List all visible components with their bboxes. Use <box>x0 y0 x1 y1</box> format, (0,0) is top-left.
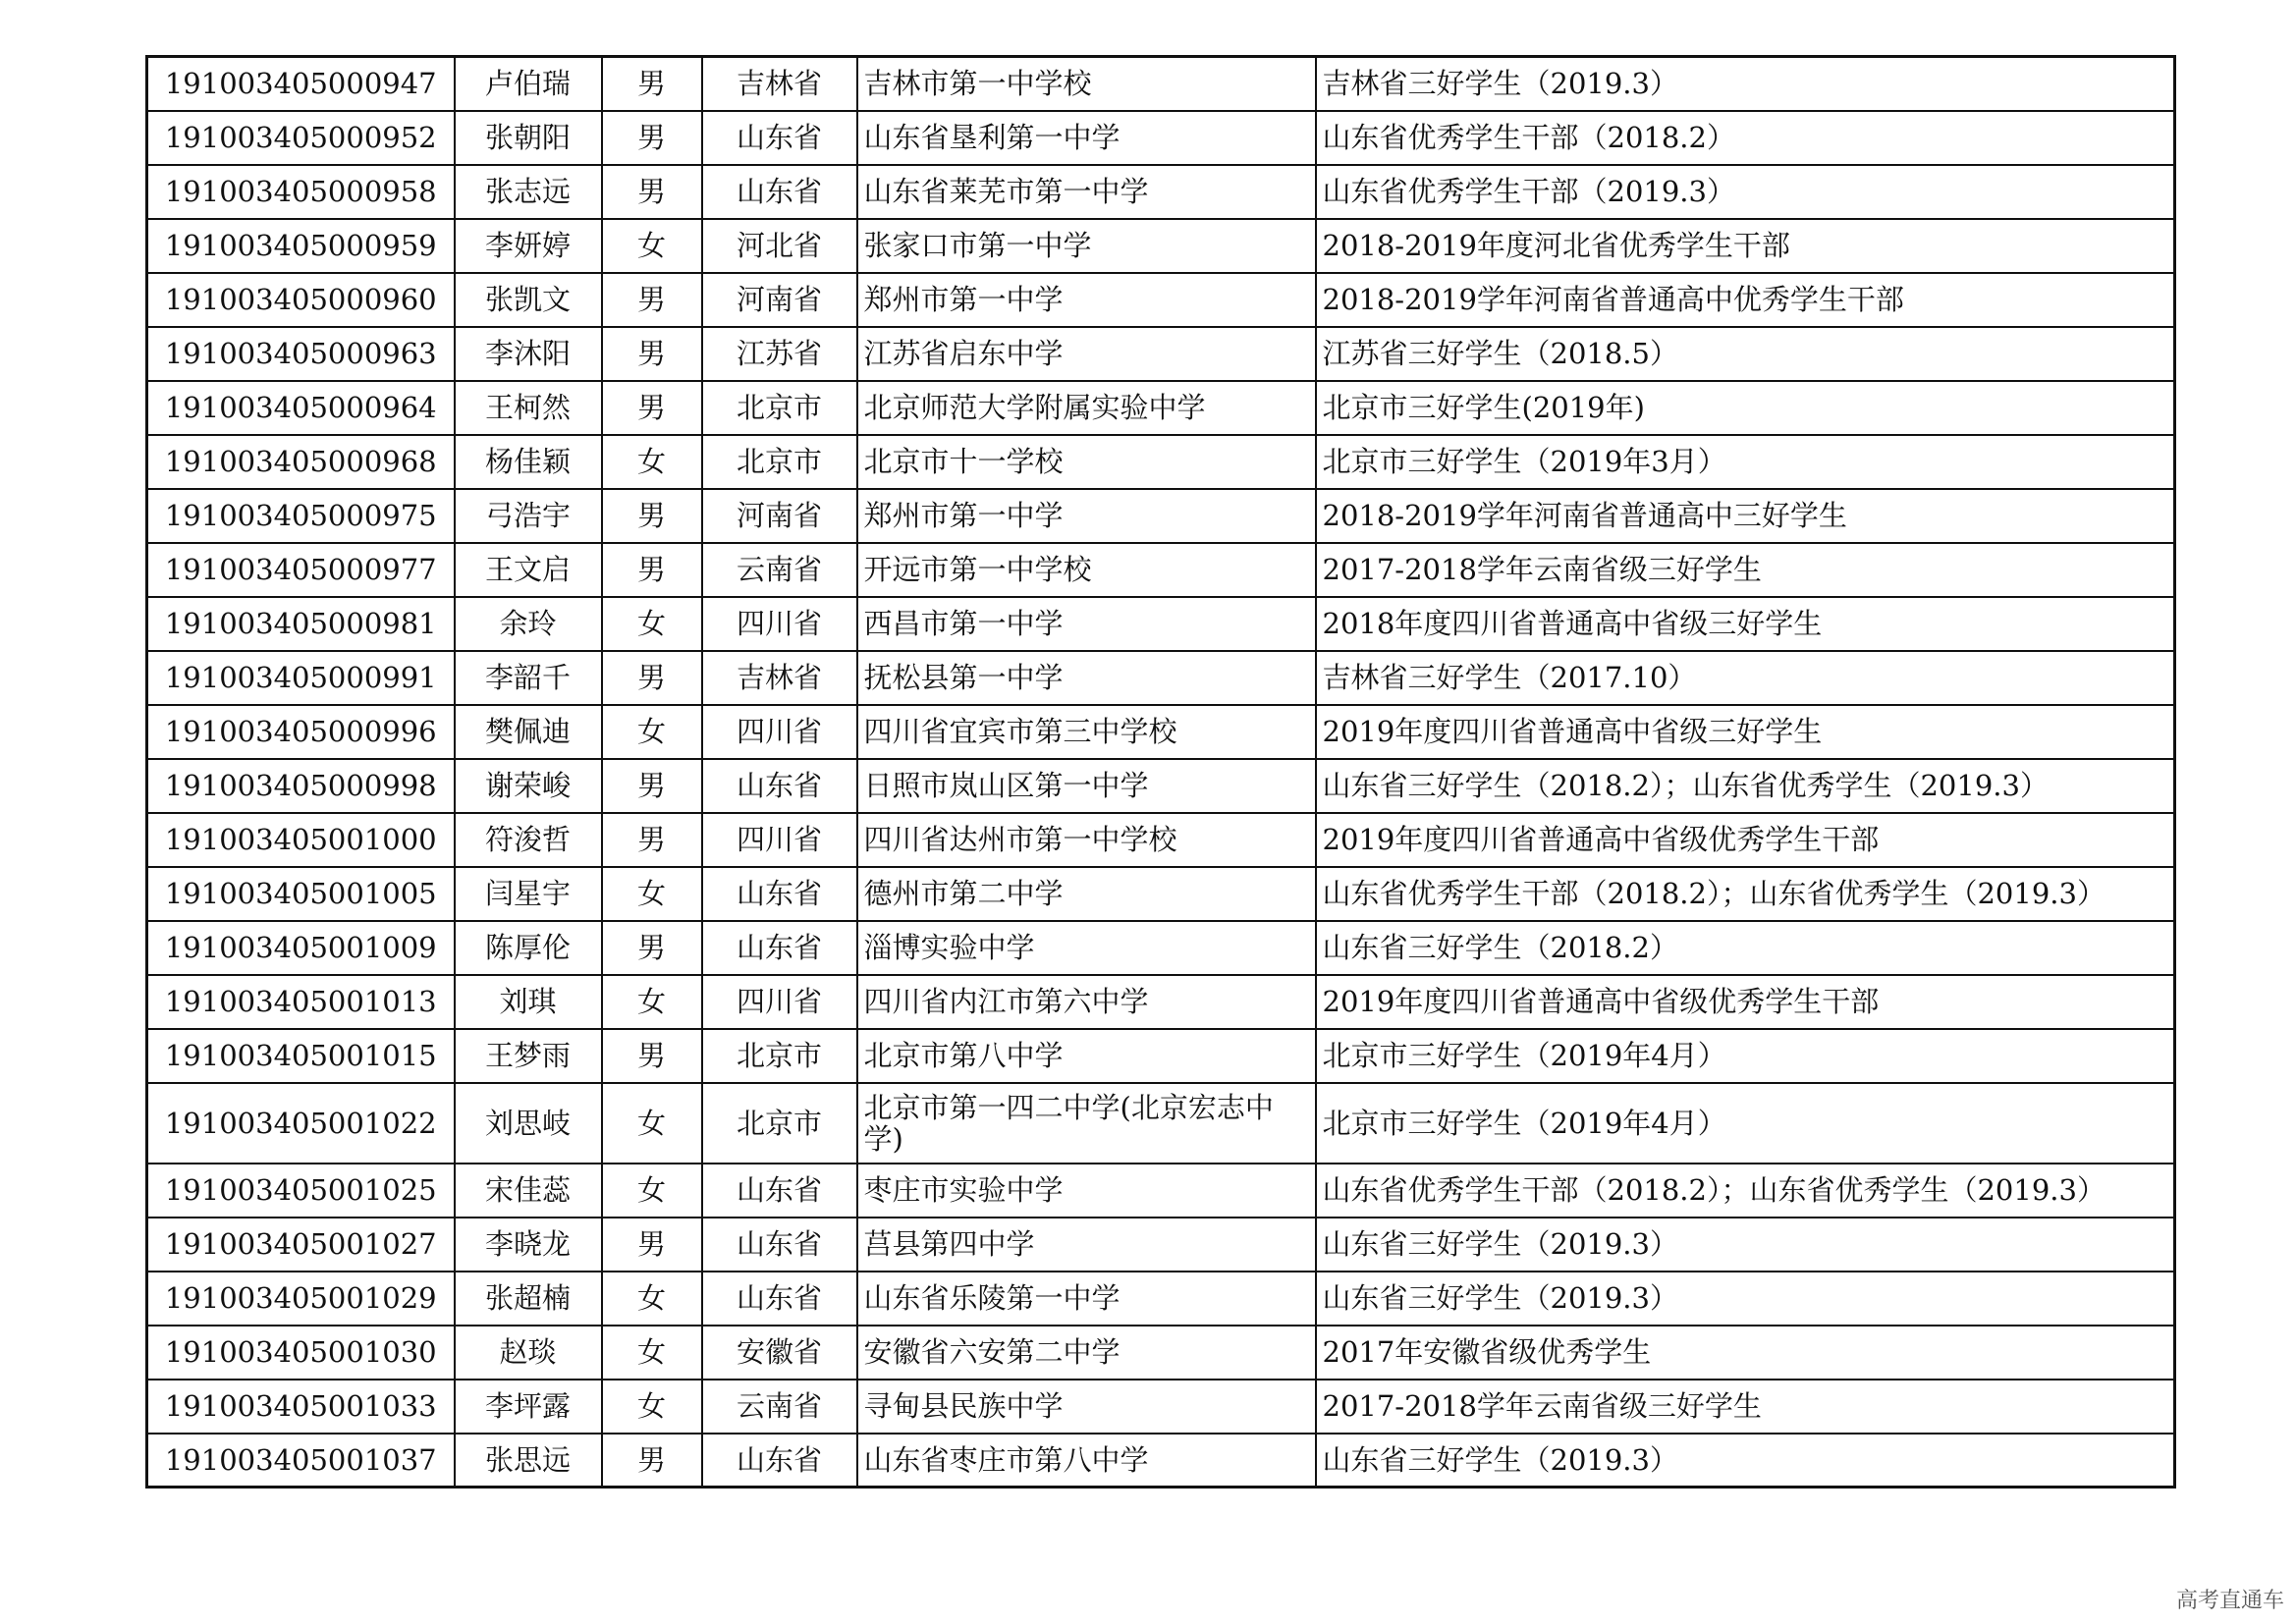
cell-gender: 男 <box>602 1029 702 1083</box>
cell-award: 山东省三好学生（2019.3） <box>1316 1218 2175 1272</box>
cell-award: 2018-2019学年河南省普通高中三好学生 <box>1316 489 2175 543</box>
table-row <box>147 381 2175 435</box>
cell-school: 抚松县第一中学 <box>857 651 1316 705</box>
cell-award: 江苏省三好学生（2018.5） <box>1316 327 2175 381</box>
cell-province: 山东省 <box>702 165 857 219</box>
cell-province: 四川省 <box>702 975 857 1029</box>
cell-province: 山东省 <box>702 111 857 165</box>
cell-school: 四川省达州市第一中学校 <box>857 813 1316 867</box>
watermark-text: 高考直通车 <box>2175 1589 2284 1613</box>
cell-gender: 男 <box>602 381 702 435</box>
table-row <box>147 165 2175 219</box>
cell-student-name: 闫星宇 <box>455 867 602 921</box>
cell-award: 2019年度四川省普通高中省级优秀学生干部 <box>1316 975 2175 1029</box>
cell-school: 郑州市第一中学 <box>857 273 1316 327</box>
cell-exam-id: 191003405001025 <box>147 1164 455 1218</box>
cell-province: 安徽省 <box>702 1326 857 1380</box>
cell-student-name: 宋佳蕊 <box>455 1164 602 1218</box>
cell-school: 北京市第八中学 <box>857 1029 1316 1083</box>
table-row <box>147 759 2175 813</box>
cell-exam-id: 191003405001009 <box>147 921 455 975</box>
cell-exam-id: 191003405000968 <box>147 435 455 489</box>
cell-school: 山东省乐陵第一中学 <box>857 1272 1316 1326</box>
cell-school: 德州市第二中学 <box>857 867 1316 921</box>
cell-school: 四川省宜宾市第三中学校 <box>857 705 1316 759</box>
cell-award: 吉林省三好学生（2017.10） <box>1316 651 2175 705</box>
cell-school: 安徽省六安第二中学 <box>857 1326 1316 1380</box>
cell-student-name: 符浚哲 <box>455 813 602 867</box>
cell-award: 2017-2018学年云南省级三好学生 <box>1316 543 2175 597</box>
cell-exam-id: 191003405001022 <box>147 1083 455 1164</box>
table-row <box>147 1326 2175 1380</box>
cell-gender: 女 <box>602 705 702 759</box>
cell-exam-id: 191003405001013 <box>147 975 455 1029</box>
cell-school: 北京市第一四二中学(北京宏志中学) <box>857 1083 1316 1164</box>
table-row <box>147 1164 2175 1218</box>
table-row <box>147 273 2175 327</box>
cell-award: 山东省优秀学生干部（2018.2） <box>1316 111 2175 165</box>
cell-province: 河南省 <box>702 489 857 543</box>
cell-award: 北京市三好学生（2019年3月） <box>1316 435 2175 489</box>
cell-gender: 男 <box>602 327 702 381</box>
cell-school: 开远市第一中学校 <box>857 543 1316 597</box>
cell-gender: 男 <box>602 651 702 705</box>
cell-province: 北京市 <box>702 381 857 435</box>
cell-school: 枣庄市实验中学 <box>857 1164 1316 1218</box>
cell-student-name: 张超楠 <box>455 1272 602 1326</box>
cell-province: 河北省 <box>702 219 857 273</box>
cell-gender: 男 <box>602 759 702 813</box>
cell-province: 吉林省 <box>702 57 857 111</box>
cell-award: 北京市三好学生（2019年4月） <box>1316 1029 2175 1083</box>
cell-school: 山东省垦利第一中学 <box>857 111 1316 165</box>
cell-province: 山东省 <box>702 1218 857 1272</box>
cell-exam-id: 191003405000964 <box>147 381 455 435</box>
cell-school: 吉林市第一中学校 <box>857 57 1316 111</box>
cell-province: 山东省 <box>702 759 857 813</box>
cell-province: 四川省 <box>702 705 857 759</box>
cell-province: 山东省 <box>702 1164 857 1218</box>
cell-exam-id: 191003405000947 <box>147 57 455 111</box>
cell-gender: 女 <box>602 1326 702 1380</box>
cell-student-name: 张凯文 <box>455 273 602 327</box>
cell-province: 四川省 <box>702 597 857 651</box>
cell-exam-id: 191003405001029 <box>147 1272 455 1326</box>
cell-gender: 男 <box>602 921 702 975</box>
cell-school: 江苏省启东中学 <box>857 327 1316 381</box>
cell-exam-id: 191003405001027 <box>147 1218 455 1272</box>
cell-school: 山东省莱芜市第一中学 <box>857 165 1316 219</box>
cell-province: 山东省 <box>702 1272 857 1326</box>
cell-province: 山东省 <box>702 1434 857 1488</box>
table-row <box>147 597 2175 651</box>
cell-student-name: 卢伯瑞 <box>455 57 602 111</box>
cell-school: 淄博实验中学 <box>857 921 1316 975</box>
cell-province: 云南省 <box>702 1380 857 1434</box>
cell-gender: 女 <box>602 1380 702 1434</box>
cell-student-name: 刘思岐 <box>455 1083 602 1164</box>
table-row <box>147 1083 2175 1164</box>
cell-province: 北京市 <box>702 1083 857 1164</box>
cell-student-name: 王文启 <box>455 543 602 597</box>
cell-exam-id: 191003405000963 <box>147 327 455 381</box>
cell-exam-id: 191003405000991 <box>147 651 455 705</box>
cell-school: 张家口市第一中学 <box>857 219 1316 273</box>
cell-student-name: 李晓龙 <box>455 1218 602 1272</box>
cell-school: 北京师范大学附属实验中学 <box>857 381 1316 435</box>
cell-student-name: 弓浩宇 <box>455 489 602 543</box>
cell-exam-id: 191003405000958 <box>147 165 455 219</box>
cell-school: 四川省内江市第六中学 <box>857 975 1316 1029</box>
cell-gender: 女 <box>602 435 702 489</box>
table-row <box>147 111 2175 165</box>
cell-award: 山东省优秀学生干部（2018.2）；山东省优秀学生（2019.3） <box>1316 1164 2175 1218</box>
cell-exam-id: 191003405001015 <box>147 1029 455 1083</box>
cell-gender: 女 <box>602 1272 702 1326</box>
cell-student-name: 余玲 <box>455 597 602 651</box>
cell-student-name: 王梦雨 <box>455 1029 602 1083</box>
cell-student-name: 李妍婷 <box>455 219 602 273</box>
cell-gender: 女 <box>602 975 702 1029</box>
cell-province: 云南省 <box>702 543 857 597</box>
cell-exam-id: 191003405001000 <box>147 813 455 867</box>
cell-award: 山东省三好学生（2018.2） <box>1316 921 2175 975</box>
table-row <box>147 489 2175 543</box>
cell-exam-id: 191003405001005 <box>147 867 455 921</box>
cell-student-name: 张思远 <box>455 1434 602 1488</box>
cell-student-name: 张志远 <box>455 165 602 219</box>
table-row <box>147 651 2175 705</box>
cell-exam-id: 191003405000977 <box>147 543 455 597</box>
cell-gender: 女 <box>602 1083 702 1164</box>
cell-award: 吉林省三好学生（2019.3） <box>1316 57 2175 111</box>
cell-exam-id: 191003405000998 <box>147 759 455 813</box>
table-row <box>147 219 2175 273</box>
cell-gender: 女 <box>602 597 702 651</box>
table-row <box>147 1272 2175 1326</box>
cell-student-name: 李坪露 <box>455 1380 602 1434</box>
cell-gender: 女 <box>602 219 702 273</box>
table-row <box>147 975 2175 1029</box>
cell-award: 山东省优秀学生干部（2019.3） <box>1316 165 2175 219</box>
cell-province: 北京市 <box>702 1029 857 1083</box>
cell-student-name: 谢荣峻 <box>455 759 602 813</box>
cell-award: 2019年度四川省普通高中省级优秀学生干部 <box>1316 813 2175 867</box>
table-row <box>147 705 2175 759</box>
table-row <box>147 57 2175 111</box>
cell-student-name: 陈厚伦 <box>455 921 602 975</box>
cell-gender: 男 <box>602 273 702 327</box>
cell-province: 吉林省 <box>702 651 857 705</box>
table-body <box>147 57 2175 1488</box>
cell-student-name: 李沐阳 <box>455 327 602 381</box>
cell-exam-id: 191003405001037 <box>147 1434 455 1488</box>
cell-province: 山东省 <box>702 921 857 975</box>
cell-gender: 男 <box>602 1434 702 1488</box>
cell-gender: 男 <box>602 813 702 867</box>
table-row <box>147 1380 2175 1434</box>
table-row <box>147 327 2175 381</box>
cell-province: 山东省 <box>702 867 857 921</box>
student-honors-table <box>145 55 2176 1489</box>
cell-province: 四川省 <box>702 813 857 867</box>
cell-award: 山东省优秀学生干部（2018.2）；山东省优秀学生（2019.3） <box>1316 867 2175 921</box>
cell-gender: 男 <box>602 489 702 543</box>
cell-exam-id: 191003405000981 <box>147 597 455 651</box>
table-row <box>147 543 2175 597</box>
cell-exam-id: 191003405000996 <box>147 705 455 759</box>
table-row <box>147 867 2175 921</box>
cell-award: 山东省三好学生（2019.3） <box>1316 1272 2175 1326</box>
cell-gender: 男 <box>602 111 702 165</box>
cell-school: 莒县第四中学 <box>857 1218 1316 1272</box>
cell-award: 北京市三好学生(2019年) <box>1316 381 2175 435</box>
cell-student-name: 王柯然 <box>455 381 602 435</box>
cell-school: 北京市十一学校 <box>857 435 1316 489</box>
cell-province: 江苏省 <box>702 327 857 381</box>
cell-exam-id: 191003405000960 <box>147 273 455 327</box>
cell-gender: 女 <box>602 867 702 921</box>
cell-award: 2019年度四川省普通高中省级三好学生 <box>1316 705 2175 759</box>
cell-award: 2018年度四川省普通高中省级三好学生 <box>1316 597 2175 651</box>
cell-award: 山东省三好学生（2018.2）；山东省优秀学生（2019.3） <box>1316 759 2175 813</box>
table-row <box>147 921 2175 975</box>
table-row <box>147 435 2175 489</box>
cell-exam-id: 191003405000959 <box>147 219 455 273</box>
table-row <box>147 1218 2175 1272</box>
cell-student-name: 张朝阳 <box>455 111 602 165</box>
cell-school: 西昌市第一中学 <box>857 597 1316 651</box>
cell-gender: 男 <box>602 165 702 219</box>
cell-school: 山东省枣庄市第八中学 <box>857 1434 1316 1488</box>
table-row <box>147 1029 2175 1083</box>
cell-province: 北京市 <box>702 435 857 489</box>
cell-student-name: 赵琰 <box>455 1326 602 1380</box>
cell-award: 2018-2019学年河南省普通高中优秀学生干部 <box>1316 273 2175 327</box>
cell-gender: 男 <box>602 57 702 111</box>
cell-gender: 男 <box>602 543 702 597</box>
cell-student-name: 刘琪 <box>455 975 602 1029</box>
cell-province: 河南省 <box>702 273 857 327</box>
cell-award: 北京市三好学生（2019年4月） <box>1316 1083 2175 1164</box>
cell-exam-id: 191003405001033 <box>147 1380 455 1434</box>
cell-school: 寻甸县民族中学 <box>857 1380 1316 1434</box>
cell-award: 2017年安徽省级优秀学生 <box>1316 1326 2175 1380</box>
cell-award: 2018-2019年度河北省优秀学生干部 <box>1316 219 2175 273</box>
cell-student-name: 樊佩迪 <box>455 705 602 759</box>
cell-gender: 女 <box>602 1164 702 1218</box>
cell-school: 日照市岚山区第一中学 <box>857 759 1316 813</box>
cell-award: 山东省三好学生（2019.3） <box>1316 1434 2175 1488</box>
table-row <box>147 813 2175 867</box>
table-row <box>147 1434 2175 1488</box>
cell-exam-id: 191003405001030 <box>147 1326 455 1380</box>
cell-exam-id: 191003405000975 <box>147 489 455 543</box>
cell-exam-id: 191003405000952 <box>147 111 455 165</box>
cell-school: 郑州市第一中学 <box>857 489 1316 543</box>
cell-award: 2017-2018学年云南省级三好学生 <box>1316 1380 2175 1434</box>
cell-student-name: 李韶千 <box>455 651 602 705</box>
cell-gender: 男 <box>602 1218 702 1272</box>
cell-student-name: 杨佳颖 <box>455 435 602 489</box>
